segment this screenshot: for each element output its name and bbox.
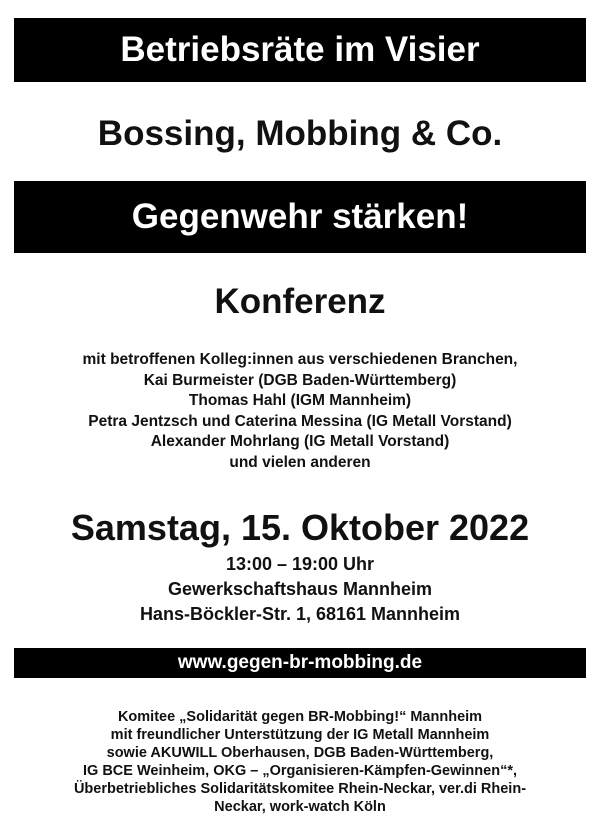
credit-line: Neckar, work-watch Köln — [214, 799, 386, 815]
event-address: Hans-Böckler-Str. 1, 68161 Mannheim — [139, 604, 461, 624]
speaker-line: mit betroffenen Kolleg:innen aus verschiedenen Branchen, — [82, 351, 518, 368]
event-details — [0, 552, 600, 627]
website-banner — [14, 648, 586, 678]
event-venue: Gewerkschaftshaus Mannheim — [167, 579, 433, 599]
organizer-credits — [0, 708, 600, 816]
credit-line: Überbetriebliches Solidaritätskomitee Rhein-Neckar, ver.di Rhein- — [73, 781, 527, 797]
speaker-line: Thomas Hahl (IGM Mannheim) — [188, 392, 412, 409]
website-link[interactable]: www.gegen-br-mobbing.de — [177, 652, 423, 673]
speaker-line: Alexander Mohrlang (IG Metall Vorstand) — [150, 433, 450, 450]
speaker-list — [0, 350, 600, 473]
subtitle: Bossing, Mobbing & Co. — [97, 114, 503, 153]
slogan-banner — [14, 181, 586, 253]
page-title: Betriebsräte im Visier — [120, 30, 480, 69]
event-time: 13:00 – 19:00 Uhr — [225, 554, 375, 574]
slogan-text: Gegenwehr stärken! — [131, 197, 469, 236]
speaker-line: Kai Burmeister (DGB Baden-Württemberg) — [143, 371, 457, 389]
speaker-line: Petra Jentzsch und Caterina Messina (IG Metall Vorstand) — [88, 412, 512, 430]
credit-line: sowie AKUWILL Oberhausen, DGB Baden-Württemberg, — [106, 745, 494, 761]
title-banner — [14, 18, 586, 82]
credit-line: IG BCE Weinheim, OKG – „Organisieren-Kämpfen-Gewinnen“*, — [82, 763, 517, 779]
event-type-heading: Konferenz — [214, 282, 386, 321]
credit-line: Komitee „Solidarität gegen BR-Mobbing!“ Mannheim — [117, 709, 483, 725]
credit-line: mit freundlicher Unterstützung der IG Metall Mannheim — [110, 727, 490, 743]
speaker-line: und vielen anderen — [229, 453, 371, 471]
event-date: Samstag, 15. Oktober 2022 — [70, 507, 530, 548]
